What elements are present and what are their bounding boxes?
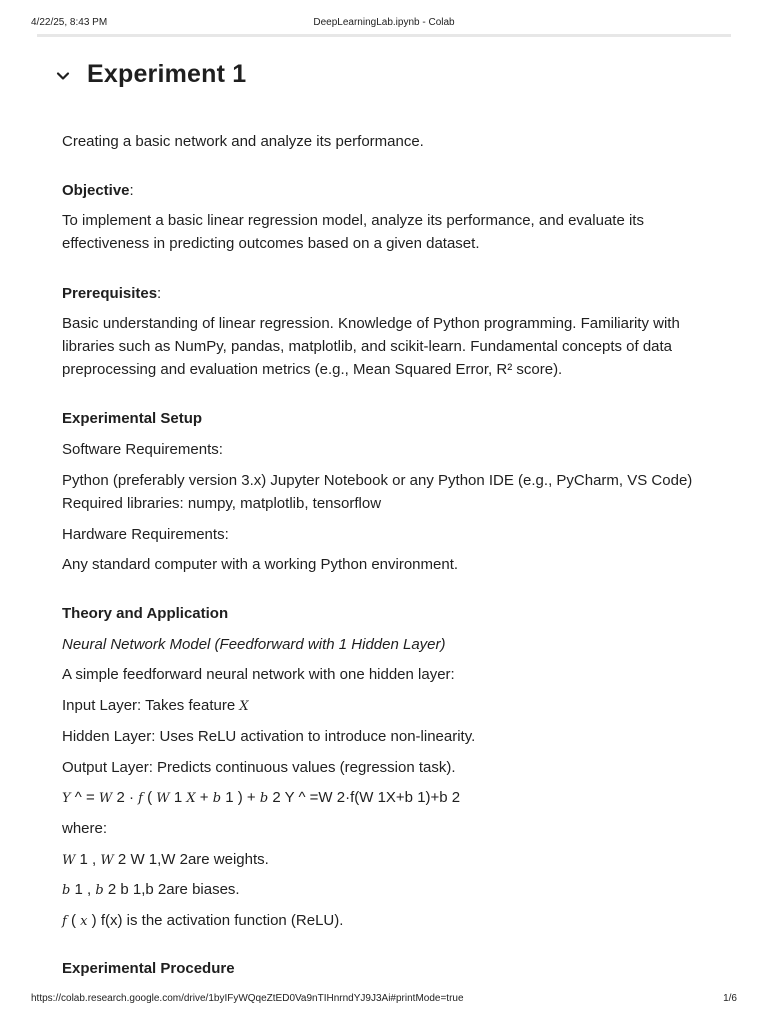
prerequisites-colon: : (157, 285, 162, 302)
cell-top-divider (37, 34, 731, 37)
math-text: 2 W 1,W 2are weights. (113, 851, 269, 868)
input-layer-line (62, 694, 249, 718)
procedure-heading: Experimental Procedure (62, 960, 235, 977)
math-text: 1 (169, 789, 187, 806)
section-heading (54, 60, 246, 89)
model-title: Neural Network Model (Feedforward with 1 Hidden Layer) (62, 636, 446, 653)
equation-line (62, 786, 460, 810)
print-footer (31, 993, 737, 1007)
output-layer-line: Output Layer: Predicts continuous values (regression task). (62, 759, 456, 776)
objective-heading (62, 179, 134, 202)
setup-heading: Experimental Setup (62, 410, 203, 427)
hardware-label: Hardware Requirements: (62, 526, 229, 543)
where-label: where: (62, 820, 108, 837)
intro-text: Creating a basic network and analyze its performance. (62, 133, 424, 150)
math-text: ^ = (70, 789, 99, 806)
prerequisites-heading (62, 282, 161, 305)
math-var: b (259, 791, 269, 806)
math-text: 2 · (112, 789, 139, 806)
math-text: 2 b 1,b 2are biases. (103, 881, 240, 898)
weights-line (62, 848, 269, 872)
math-var: W (156, 791, 170, 806)
objective-colon: : (129, 182, 134, 199)
math-var: W (100, 853, 114, 868)
theory-intro: A simple feedforward neural network with one hidden layer: (62, 666, 455, 683)
input-layer-text: Input Layer: Takes feature (62, 697, 240, 714)
hidden-layer-line: Hidden Layer: Uses ReLU activation to introduce non-linearity. (62, 728, 476, 745)
math-text: + (195, 789, 213, 806)
math-var: X (239, 699, 249, 714)
math-var: b (95, 883, 104, 898)
math-text: 1 , (70, 881, 96, 898)
activation-line (62, 909, 343, 933)
software-label: Software Requirements: (62, 441, 223, 458)
section-title: Experiment 1 (87, 60, 247, 88)
software-line: Python (preferably version 3.x) Jupyter Notebook or any Python IDE (e.g., PyCharm, VS Code) (62, 472, 693, 489)
print-header (31, 17, 737, 31)
theory-heading: Theory and Application (62, 605, 229, 622)
objective-line: To implement a basic linear regression model, analyze its performance, and evaluate its (62, 212, 644, 229)
page-number: 1/6 (723, 993, 737, 1004)
math-var: x (80, 914, 88, 929)
objective-label: Objective (62, 182, 130, 199)
math-text: ( (66, 912, 81, 929)
print-url: https://colab.research.google.com/drive/1byIFyWQqeZtED0Va9nTIHnrndYJ9J3Ai#printMode=true (31, 993, 464, 1004)
hardware-line: Any standard computer with a working Python environment. (62, 556, 459, 573)
prerequisites-label: Prerequisites (62, 285, 158, 302)
print-doc-title: DeepLearningLab.ipynb - Colab (313, 17, 455, 28)
print-datetime: 4/22/25, 8:43 PM (31, 17, 108, 28)
objective-line: effectiveness in predicting outcomes based on a given dataset. (62, 235, 480, 252)
math-var: Y (62, 791, 71, 806)
math-text: 1 ) + (221, 789, 260, 806)
math-var: W (62, 853, 76, 868)
math-text: 1 , (75, 851, 101, 868)
math-text: ( (142, 789, 157, 806)
math-var: f (62, 914, 67, 929)
math-var: f (138, 791, 143, 806)
math-var: b (62, 883, 71, 898)
math-text: 2 Y ^ =W 2·f(W 1X+b 1)+b 2 (268, 789, 461, 806)
biases-line (62, 878, 240, 902)
prerequisites-line: Basic understanding of linear regression. Knowledge of Python programming. Familiarity with (62, 315, 680, 332)
math-text: ) f(x) is the activation function (ReLU). (87, 912, 344, 929)
prerequisites-line: preprocessing and evaluation metrics (e.g., Mean Squared Error, R² score). (62, 361, 563, 378)
prerequisites-line: libraries such as NumPy, pandas, matplotlib, and scikit-learn. Fundamental concepts of data (62, 338, 673, 355)
math-var: X (186, 791, 196, 806)
math-var: W (98, 791, 113, 806)
software-line: Required libraries: numpy, matplotlib, tensorflow (62, 495, 382, 512)
math-var: b (212, 791, 222, 806)
collapse-chevron-icon[interactable] (54, 67, 72, 85)
